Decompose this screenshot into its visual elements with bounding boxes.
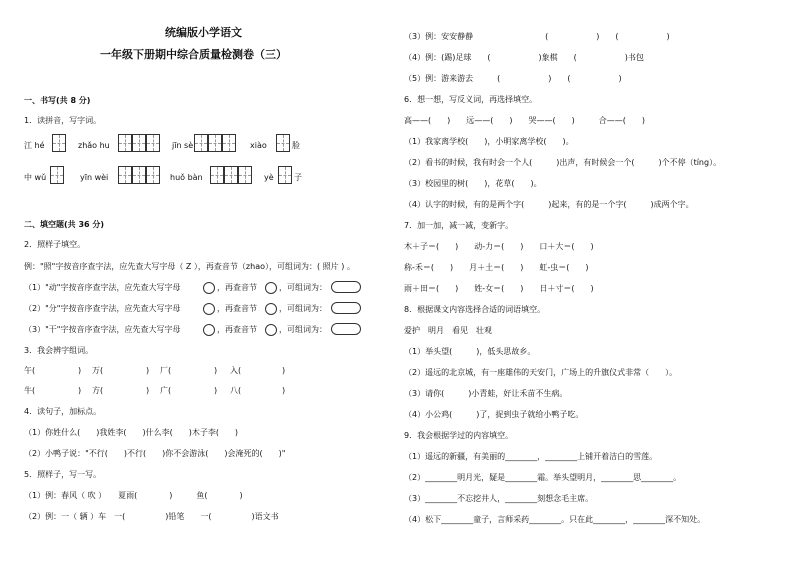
item-2-b: ，再查音节	[217, 304, 257, 313]
answer-circle[interactable]	[203, 324, 215, 336]
fill-1: （1）举头望( )，低头思故乡。	[404, 347, 536, 356]
pinyin-5: 中 wǔ	[24, 173, 47, 182]
write-3: （3）例：安安静静 ( ) ( )	[404, 32, 670, 41]
question-8: 8．根据课文内容选择合适的词语填空。	[404, 305, 546, 314]
question-5: 5．照样子，写一写。	[24, 470, 102, 479]
writing-box[interactable]	[132, 166, 146, 184]
antonym-sentence-3: （3）校园里的树( )，花草( )。	[404, 179, 542, 188]
fill-3: （3）请你( )小青蛙，好让禾苗不生病。	[404, 389, 568, 398]
answer-cloud[interactable]	[331, 281, 361, 293]
writing-box[interactable]	[276, 134, 290, 152]
question-9: 9．我会根据学过的内容填空。	[404, 431, 514, 440]
char-pair: 厂(	[160, 366, 172, 375]
pinyin-6: yīn wèi	[80, 173, 109, 182]
writing-box[interactable]	[222, 134, 236, 152]
question-7: 7．加一加，减一减，变新字。	[404, 221, 514, 230]
recall-3: （3）________不忘挖井人，________刻想念毛主席。	[404, 494, 594, 503]
writing-box[interactable]	[118, 134, 132, 152]
char-pair: 入(	[230, 366, 242, 375]
char-pair-close: )	[214, 366, 218, 375]
punctuation-2: （2）小鸭子说："不行( )不行( )你不会游泳( )会淹死的( )"	[24, 449, 286, 458]
char-math-row-2: 称-禾＝( ) 月＋土＝( ) 虹-虫＝( )	[404, 263, 589, 272]
char-pair-close: )	[146, 366, 150, 375]
section-1-heading: 一、书写(共 8 分)	[24, 96, 91, 105]
writing-box[interactable]	[146, 166, 160, 184]
pinyin-2: zhǎo hu	[78, 141, 110, 150]
writing-box[interactable]	[118, 166, 132, 184]
item-1-b: ，再查音节	[217, 283, 257, 292]
writing-box[interactable]	[194, 134, 208, 152]
section-2-heading: 二、填空题(共 36 分)	[24, 220, 105, 229]
writing-box[interactable]	[132, 134, 146, 152]
question-1: 1．读拼音，写字词。	[24, 116, 102, 125]
writing-box[interactable]	[278, 166, 292, 184]
answer-cloud[interactable]	[331, 302, 361, 314]
char-pair: 万(	[92, 366, 104, 375]
antonym-sentence-2: （2）看书的时候，我有时会一个人( )出声，有时候会一个( )个不停（tíng）。	[404, 158, 722, 167]
write-1: （1）例：春风（ 吹 ） 夏雨( ) 鱼( )	[24, 491, 243, 500]
char-pair-close: )	[78, 386, 82, 395]
char-pair-close: )	[146, 386, 150, 395]
char-pair: 方(	[92, 386, 104, 395]
pinyin-4-suffix: 脸	[292, 141, 300, 150]
answer-circle[interactable]	[265, 282, 277, 294]
answer-circle[interactable]	[203, 282, 215, 294]
writing-box[interactable]	[146, 134, 160, 152]
pinyin-4: xiào	[250, 141, 267, 150]
char-math-row-1: 木＋子＝( ) 动-力＝( ) 口＋大＝( )	[404, 242, 594, 251]
item-1-a: （1）"动"字按音序查字法，应先查大写字母	[24, 283, 181, 292]
char-pair-close: )	[282, 366, 286, 375]
char-pair: 牛(	[24, 386, 36, 395]
writing-box[interactable]	[224, 166, 238, 184]
writing-box[interactable]	[52, 134, 66, 152]
question-6: 6．想一想，写反义词，再选择填空。	[404, 95, 538, 104]
writing-box[interactable]	[50, 166, 64, 184]
item-3-a: （3）"干"字按音序查字法，应先查大写字母	[24, 325, 181, 334]
pinyin-3: jīn sè	[172, 141, 194, 150]
example-line: 例："照"字按音序查字法，应先查大写字母（ Z ），再查音节（zhao），可组词为：( 照片 ) 。	[24, 262, 355, 271]
pinyin-8-suffix: 子	[294, 173, 302, 182]
write-5: （5）例：游来游去 ( ) ( )	[404, 74, 622, 83]
question-2: 2．照样子填空。	[24, 240, 86, 249]
writing-box[interactable]	[238, 166, 252, 184]
char-pair-close: )	[78, 366, 82, 375]
pinyin-1: 江 hé	[24, 141, 45, 150]
answer-circle[interactable]	[265, 324, 277, 336]
title-line-2: 一年级下册期中综合质量检测卷（三）	[100, 48, 287, 61]
punctuation-1: （1）你姓什么( )我姓李( )什么李( )木子李( )	[24, 428, 239, 437]
item-3-b: ，再查音节	[217, 325, 257, 334]
char-pair-close: )	[214, 386, 218, 395]
antonym-sentence-4: （4）认字的时候，有的是两个字( )起来，有的是一个字( )成两个字。	[404, 200, 694, 209]
title-line-1: 统编版小学语文	[165, 26, 242, 39]
pinyin-7: huǒ bàn	[170, 173, 203, 182]
recall-2: （2）________明月光，疑是________霜。举头望明月，________思________。	[404, 473, 682, 482]
antonyms-row: 高——( ) 远——( ) 哭——( ) 合——( )	[404, 116, 645, 125]
item-2-a: （2）"分"字按音序查字法，应先查大写字母	[24, 304, 181, 313]
char-pair: 八(	[230, 386, 242, 395]
fill-2: （2）遥远的北京城，有一座雄伟的天安门，广场上的升旗仪式非常（ ）。	[404, 368, 678, 377]
char-math-row-3: 雨＋田＝( ) 姓-女＝( ) 日＋寸＝( )	[404, 284, 594, 293]
antonym-sentence-1: （1）我家离学校( )，小明家离学校( )。	[404, 137, 574, 146]
item-3-c: ，可组词为：	[279, 325, 327, 334]
word-bank: 爱护 明月 看见 壮观	[404, 326, 492, 335]
fill-4: （4）小公鸡( )了，捉到虫子就给小鸭子吃。	[404, 410, 584, 419]
recall-4: （4）松下________童子，言师采药________。只在此________，________深不知处。	[404, 515, 706, 524]
char-pair: 广(	[160, 386, 172, 395]
item-1-c: ，可组词为：	[279, 283, 327, 292]
writing-box[interactable]	[208, 134, 222, 152]
answer-circle[interactable]	[203, 303, 215, 315]
recall-1: （1）遥远的新疆，有美丽的________，________上铺开着洁白的雪莲。	[404, 452, 658, 461]
write-4: （4）例：(踢)足球 ( )象棋 ( )书包	[404, 53, 644, 62]
write-2: （2）例：一（ 辆 ）车 一( )铅笔 一( )语文书	[24, 512, 279, 521]
char-pair: 午(	[24, 366, 36, 375]
char-pair-close: )	[282, 386, 286, 395]
question-4: 4．读句子，加标点。	[24, 407, 102, 416]
answer-cloud[interactable]	[331, 323, 361, 335]
question-3: 3．我会辨字组词。	[24, 346, 94, 355]
pinyin-8: yè	[264, 173, 274, 182]
answer-circle[interactable]	[265, 303, 277, 315]
item-2-c: ，可组词为：	[279, 304, 327, 313]
writing-box[interactable]	[210, 166, 224, 184]
